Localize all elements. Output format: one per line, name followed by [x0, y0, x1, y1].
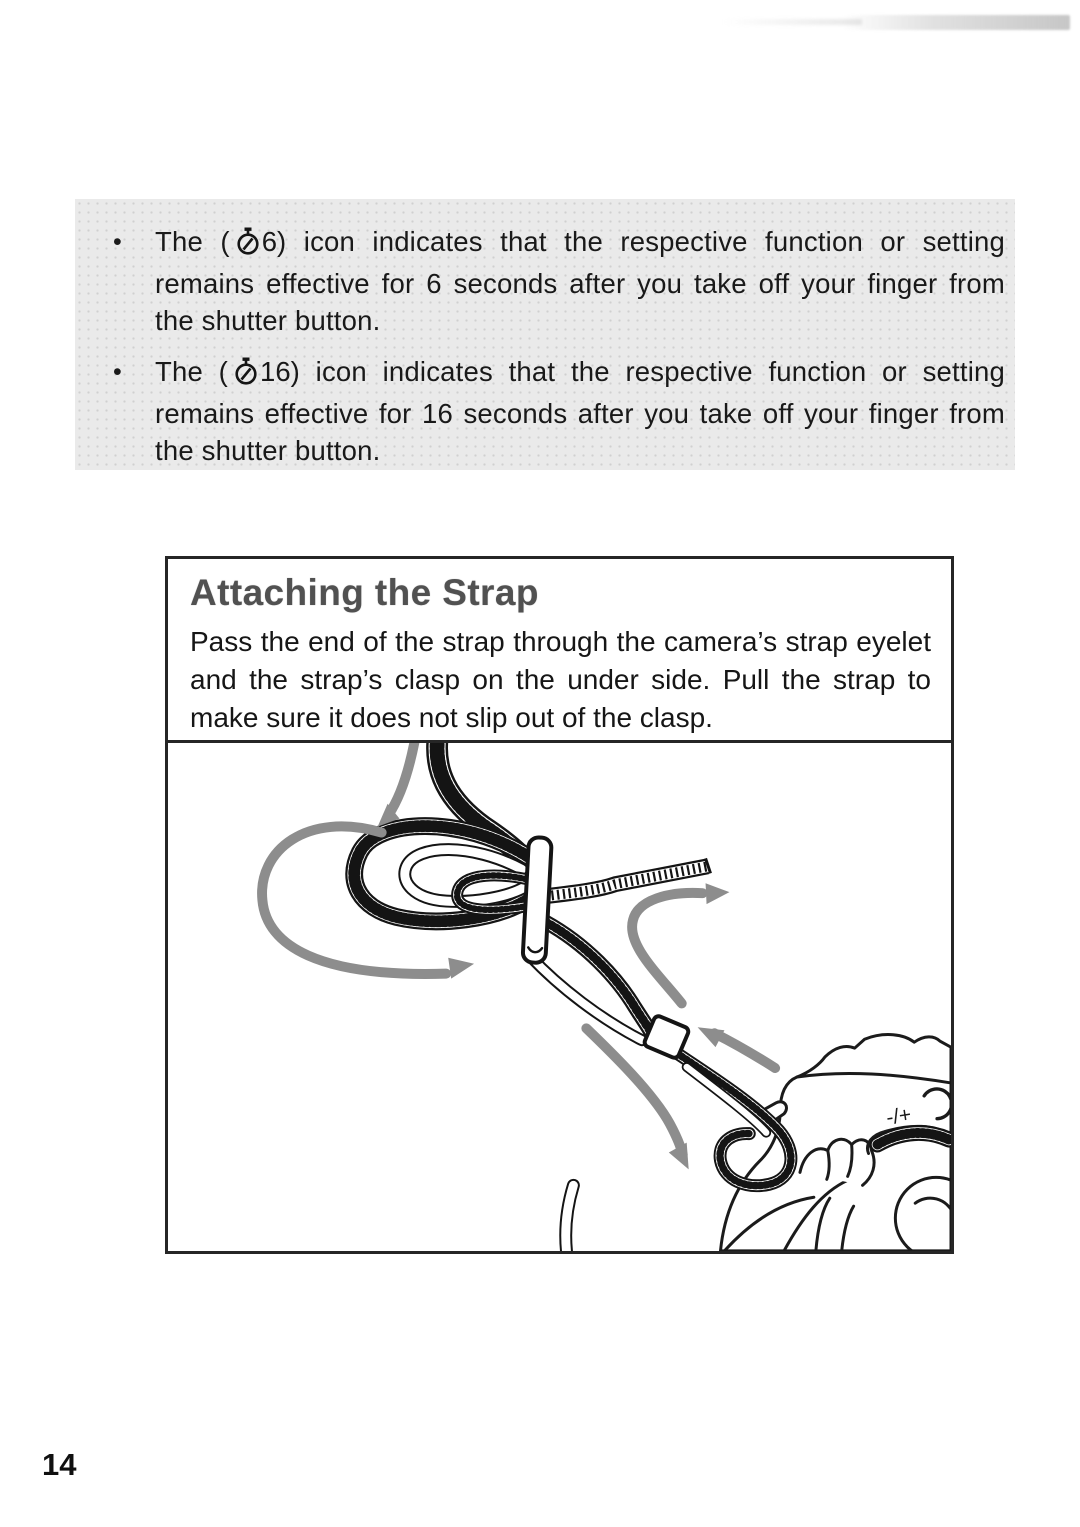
note-bullet-1 [113, 223, 1005, 339]
timer-value: 6 [261, 226, 278, 257]
bullet-1-suffix: ) icon indicates that the respective function or setting remains effective for 6 seconds after you take off your finger from the shutter button. [155, 226, 1005, 336]
section-title: Attaching the Strap [190, 572, 539, 613]
page-number: 14 [42, 1447, 77, 1482]
arrow-down-into-clasp [378, 743, 416, 827]
notes-box [75, 199, 1015, 470]
strap-illustration-panel [168, 743, 951, 1251]
camera-body [720, 1035, 951, 1251]
timer-value: 16 [260, 356, 291, 387]
bullet-1-prefix: The ( [155, 226, 230, 257]
direction-arrows [262, 743, 775, 1169]
note-bullet-2 [113, 353, 1005, 469]
bullet-dot: • [113, 228, 122, 256]
strap-clasp [522, 837, 551, 963]
camera-dial-label: -/+ [884, 1103, 913, 1130]
arrow-up-to-buckle [698, 1027, 776, 1068]
strap-section-text [168, 559, 951, 743]
strap-hanging-end [566, 1185, 574, 1251]
section-body: Pass the end of the strap through the camera’s strap eyelet and the strap’s clasp on the under side. Pull the strap to make sure it does not slip out of the clasp. [190, 626, 931, 733]
strap-illustration [168, 743, 951, 1251]
timer-icon [233, 356, 259, 395]
bullet-2-suffix: ) icon indicates that the respective function or setting remains effective for 16 seconds after you take off your finger from the shutter button. [155, 356, 1005, 466]
note-bullet-1-text [155, 223, 1005, 339]
scan-artifact-smudge [842, 15, 1070, 30]
strap-section-box [165, 556, 954, 1254]
timer-icon [235, 226, 261, 265]
bullet-2-prefix: The ( [155, 356, 229, 387]
arrow-out-right [632, 883, 729, 1003]
bullet-dot: • [113, 358, 122, 386]
note-bullet-2-text [155, 353, 1005, 469]
